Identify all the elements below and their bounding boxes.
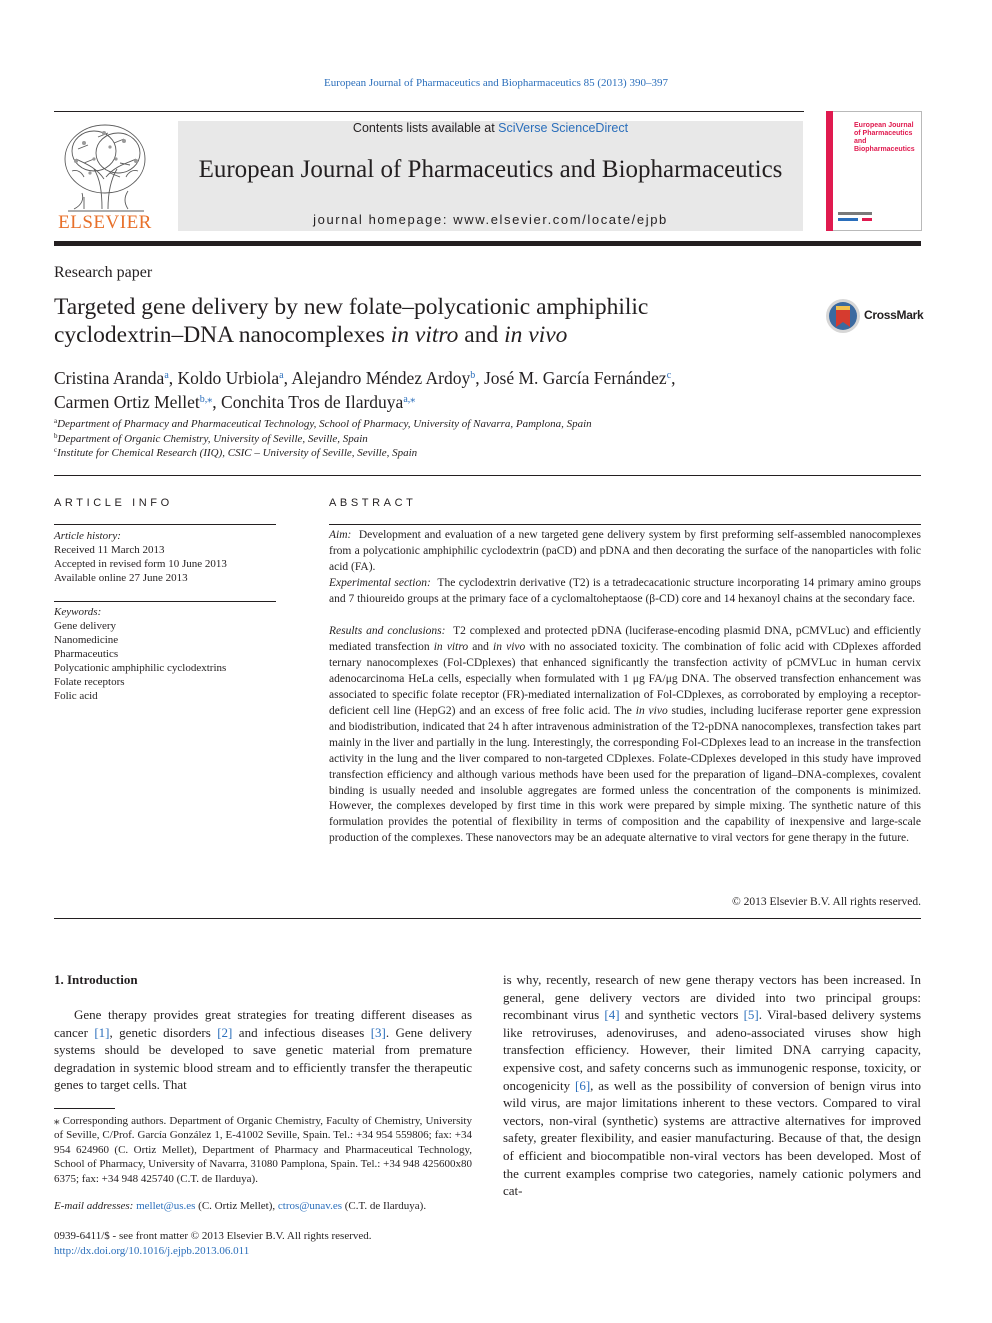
citation-link[interactable]: [5] (743, 1007, 759, 1023)
email-owner: (C.T. de Ilarduya). (342, 1200, 427, 1212)
header-rule-top (54, 111, 804, 112)
res-italic: in vivo (635, 704, 668, 717)
author-affil-mark[interactable]: a (279, 370, 284, 381)
abstract-experimental (329, 576, 921, 608)
affil-mark: c (54, 446, 58, 454)
intro-paragraph-right (503, 971, 921, 1200)
history-received: Received 11 March 2013 (54, 544, 165, 556)
res-italic: in vivo (493, 640, 526, 653)
author[interactable]: José M. García Fernández (483, 368, 667, 388)
author[interactable]: Conchita Tros de Ilarduya (221, 392, 404, 412)
affil-mark: b (54, 432, 58, 440)
affil-text: Department of Organic Chemistry, University of Seville, Seville, Spain (57, 433, 368, 445)
history-online: Available online 27 June 2013 (54, 572, 188, 584)
abstract-aim (329, 528, 921, 576)
email-addresses (54, 1200, 472, 1212)
issn-line: 0939-6411/$ - see front matter © 2013 Elsevier B.V. All rights reserved. (54, 1230, 372, 1242)
affiliation-b (54, 432, 914, 445)
intro-paragraph-left (54, 1006, 472, 1094)
citation-link[interactable]: [2] (217, 1024, 233, 1040)
title-part: and (458, 322, 505, 348)
author-affil-mark[interactable]: c (666, 370, 672, 381)
author-sep: , (475, 368, 484, 388)
journal-name: European Journal of Pharmaceutics and Biopharmaceutics (198, 156, 783, 183)
corresponding-author-footnote (54, 1114, 472, 1186)
crossmark-label[interactable]: CrossMark (864, 308, 924, 322)
footnote-mark: ⁎ (54, 1115, 60, 1127)
cover-title: European Journal of Pharmaceutics and Biopharmaceutics (854, 122, 915, 153)
keyword: Folate receptors (54, 676, 125, 688)
keyword: Nanomedicine (54, 634, 119, 646)
homepage-url[interactable]: www.elsevier.com/locate/ejpb (453, 212, 668, 227)
email-owner: (C. Ortiz Mellet), (195, 1200, 278, 1212)
history-accepted: Accepted in revised form 10 June 2013 (54, 558, 227, 570)
title-part-italic: in vitro (390, 322, 459, 348)
affiliation-a (54, 417, 914, 430)
title-part-italic: in vivo (504, 322, 568, 348)
divider (54, 524, 276, 525)
keywords-label: Keywords: (54, 606, 102, 618)
footnote-rule (54, 1108, 115, 1109)
aim-text: Development and evaluation of a new targeted gene delivery system by first preforming self-assembled nanocomplexes from a polycationic amphiphilic cyclodextrin (paCD) and pDNA and then decorating the surface of the nanoparticles with folic acid (FA). (329, 529, 921, 573)
abstract-heading: ABSTRACT (329, 497, 417, 509)
intro-text: and synthetic vectors (619, 1007, 744, 1023)
elsevier-wordmark: ELSEVIER (58, 212, 152, 233)
divider (54, 918, 921, 919)
res-text: with no associated toxicity. The combination of folic acid with CDplexes afforded ternary nanocomplexes (Fol-CDplexes) that enhanced significantly the transfection activity of pCMVLuc in human cervix adenocarcinoma HeLa cells, especially when formulated with 1 μg FA/μg DNA. The observed transfection enhancement was associated to specific folate receptor (FR)-mediated internalization of Fol-CDplexes, as corroborated by employing a receptor-deficient cell line (HepG2) and an excess of free folic acid. The (329, 640, 921, 717)
intro-text: and infectious diseases (232, 1024, 371, 1040)
res-text: and (468, 640, 494, 653)
cover-accent-band (826, 111, 833, 231)
res-italic: in vitro (433, 640, 469, 653)
author-affil-mark[interactable]: a (164, 370, 169, 381)
author-affil-mark[interactable]: a,⁎ (403, 394, 416, 405)
affil-mark: a (54, 417, 58, 425)
res-text: studies, including luciferase reporter gene expression and biodistribution, indicated that 24 h after intravenous administration of the T2-pDNA nanocomplexes, transfection takes part mainly in the liver and partially in the lung. Interestingly, the corresponding Fol-CDplexes lead to an increase in the transfection activity in the lung and the liver compared to non-targeted CDplexes. Folate-CDplexes developed in this study have improved transfection efficiency and although various methods have been used for the preparation of ligand–DNA-complexes, covalent binding is usually needed and insoluble aggregates are formed unless the concentration of the components is minimized. However, the complexes developed by first time in this work were prepared by simple mixing. The synthetic nature of this formulation provides the potential of flexibility in terms of composition and the capability of inexpensive and large-scale production of the complexes. These nanovectors may be an adequate alternative to viral vectors for gene therapy in the future. (329, 704, 921, 845)
keyword: Polycationic amphiphilic cyclodextrins (54, 662, 227, 674)
keyword: Gene delivery (54, 620, 116, 632)
header-rule-thick (54, 241, 921, 246)
author-sep: , (671, 368, 676, 388)
abstract-copyright: © 2013 Elsevier B.V. All rights reserved. (732, 896, 921, 908)
author[interactable]: Cristina Aranda (54, 368, 165, 388)
sciencedirect-link[interactable]: SciVerse ScienceDirect (498, 121, 629, 135)
aim-label: Aim: (329, 529, 352, 541)
intro-text: , as well as the possibility of conversion of benign virus into wild virus, are major limitations inherent to these vectors. Compared to viral vectors, non-viral (synthetic) systems are attractive alternatives for improved safety, greater flexibility, and easier manufacturing. Because of that, the design of efficient and biocompatible non-viral vectors has been developed. Most of the current examples comprise two categories, namely cationic polymers and cat- (503, 1077, 921, 1199)
affil-text: Institute for Chemical Research (IIQ), CSIC – University of Seville, Seville, Spain (57, 447, 418, 459)
affil-text: Department of Pharmacy and Pharmaceutical Technology, School of Pharmacy, University of Navarra, Pamplona, Spain (57, 418, 592, 430)
email-link[interactable]: mellet@us.es (136, 1200, 196, 1212)
citation-link[interactable]: [1] (94, 1024, 110, 1040)
citation-link[interactable]: [3] (370, 1024, 386, 1040)
author-affil-mark[interactable]: b,⁎ (199, 394, 213, 405)
article-type: Research paper (54, 264, 153, 281)
divider (54, 601, 276, 602)
citation-link[interactable]: [4] (604, 1007, 620, 1023)
divider (54, 475, 921, 476)
cover-publisher-mark (838, 210, 918, 224)
divider (329, 524, 921, 525)
keyword: Folic acid (54, 690, 98, 702)
author-list (54, 365, 854, 413)
author-sep: , (168, 368, 178, 388)
article-title (54, 293, 794, 349)
citation-link[interactable]: [6] (574, 1077, 591, 1093)
author[interactable]: Alejandro Méndez Ardoy (291, 368, 471, 388)
article-history (54, 529, 276, 585)
res-label: Results and conclusions: (329, 625, 446, 637)
title-part: cyclodextrin–DNA nanocomplexes (54, 322, 391, 348)
intro-text: is why, recently, research of new gene therapy vectors has been increased. In general, gene delivery vectors are divided into two principal groups: recombinant virus (503, 972, 921, 1023)
history-label: Article history: (54, 530, 121, 542)
contents-line (178, 121, 803, 135)
author[interactable]: Koldo Urbiola (177, 368, 280, 388)
contents-prefix: Contents lists available at (352, 121, 499, 135)
author-affil-mark[interactable]: b (470, 370, 476, 381)
title-line-2 (54, 321, 794, 349)
doi-link[interactable]: http://dx.doi.org/10.1016/j.ejpb.2013.06.011 (54, 1245, 250, 1257)
affiliation-c (54, 446, 914, 459)
title-line-1: Targeted gene delivery by new folate–polycationic amphiphilic (54, 294, 649, 320)
intro-text: , genetic disorders (109, 1024, 218, 1040)
footnote-text: Corresponding authors. Department of Organic Chemistry, Faculty of Chemistry, University of Seville, C/Prof. García González 1, E-41002 Seville, Spain. Tel.: +34 954 559806; fax: +34 954 624960 (C. Ortiz Mellet), Department of Pharmacy and Pharmaceutical Technology, School of Pharmacy, University of Navarra, 31080 Pamplona, Spain. Tel.: +34 948 425600x80 6375; fax: +34 948 425740 (C.T. de Ilarduya). (54, 1115, 472, 1185)
keywords (54, 605, 294, 703)
section-heading-introduction: 1. Introduction (54, 972, 138, 987)
exp-text: The cyclodextrin derivative (T2) is a tetradecacationic structure incorporating 14 primary amino groups and 7 thioureido groups at the primary face of a cyclomaltoheptaose (β-CD) core and 14 hexanoyl chains at the secondary face. (329, 577, 922, 605)
abstract-results (329, 624, 921, 847)
author-sep: , (283, 368, 292, 388)
journal-homepage (178, 212, 803, 227)
email-label: E-mail addresses: (54, 1200, 134, 1212)
intro-text: . Viral-based delivery systems like retroviruses, adenoviruses, and adeno-associated viruses show high transfection efficiency. However, their limited DNA carrying capacity, expensive cost, and safety concerns such as immunogenic response, toxicity, or oncogenicity (503, 1007, 921, 1093)
keyword: Pharmaceutics (54, 648, 119, 660)
exp-label: Experimental section: (329, 577, 431, 589)
running-head[interactable]: European Journal of Pharmaceutics and Biopharmaceutics 85 (2013) 390–397 (324, 77, 668, 89)
elsevier-tree-logo (54, 119, 156, 215)
email-link[interactable]: ctros@unav.es (277, 1200, 342, 1212)
author[interactable]: Carmen Ortiz Mellet (54, 392, 200, 412)
res-text: T2 complexed and protected pDNA (luciferase-encoding plasmid DNA, pCMVLuc) and efficiently mediated transfection (329, 625, 921, 653)
article-info-heading: ARTICLE INFO (54, 497, 173, 509)
intro-text: . Gene delivery systems should be developed to save genetic material from premature degradation in systemic blood stream and to efficiently transfer the therapeutic genes to target cells. That (54, 1024, 472, 1093)
homepage-prefix: journal homepage: (313, 212, 454, 227)
author-sep: , (212, 392, 222, 412)
intro-text: Gene therapy provides great strategies for treating different diseases as cancer (54, 1007, 472, 1040)
